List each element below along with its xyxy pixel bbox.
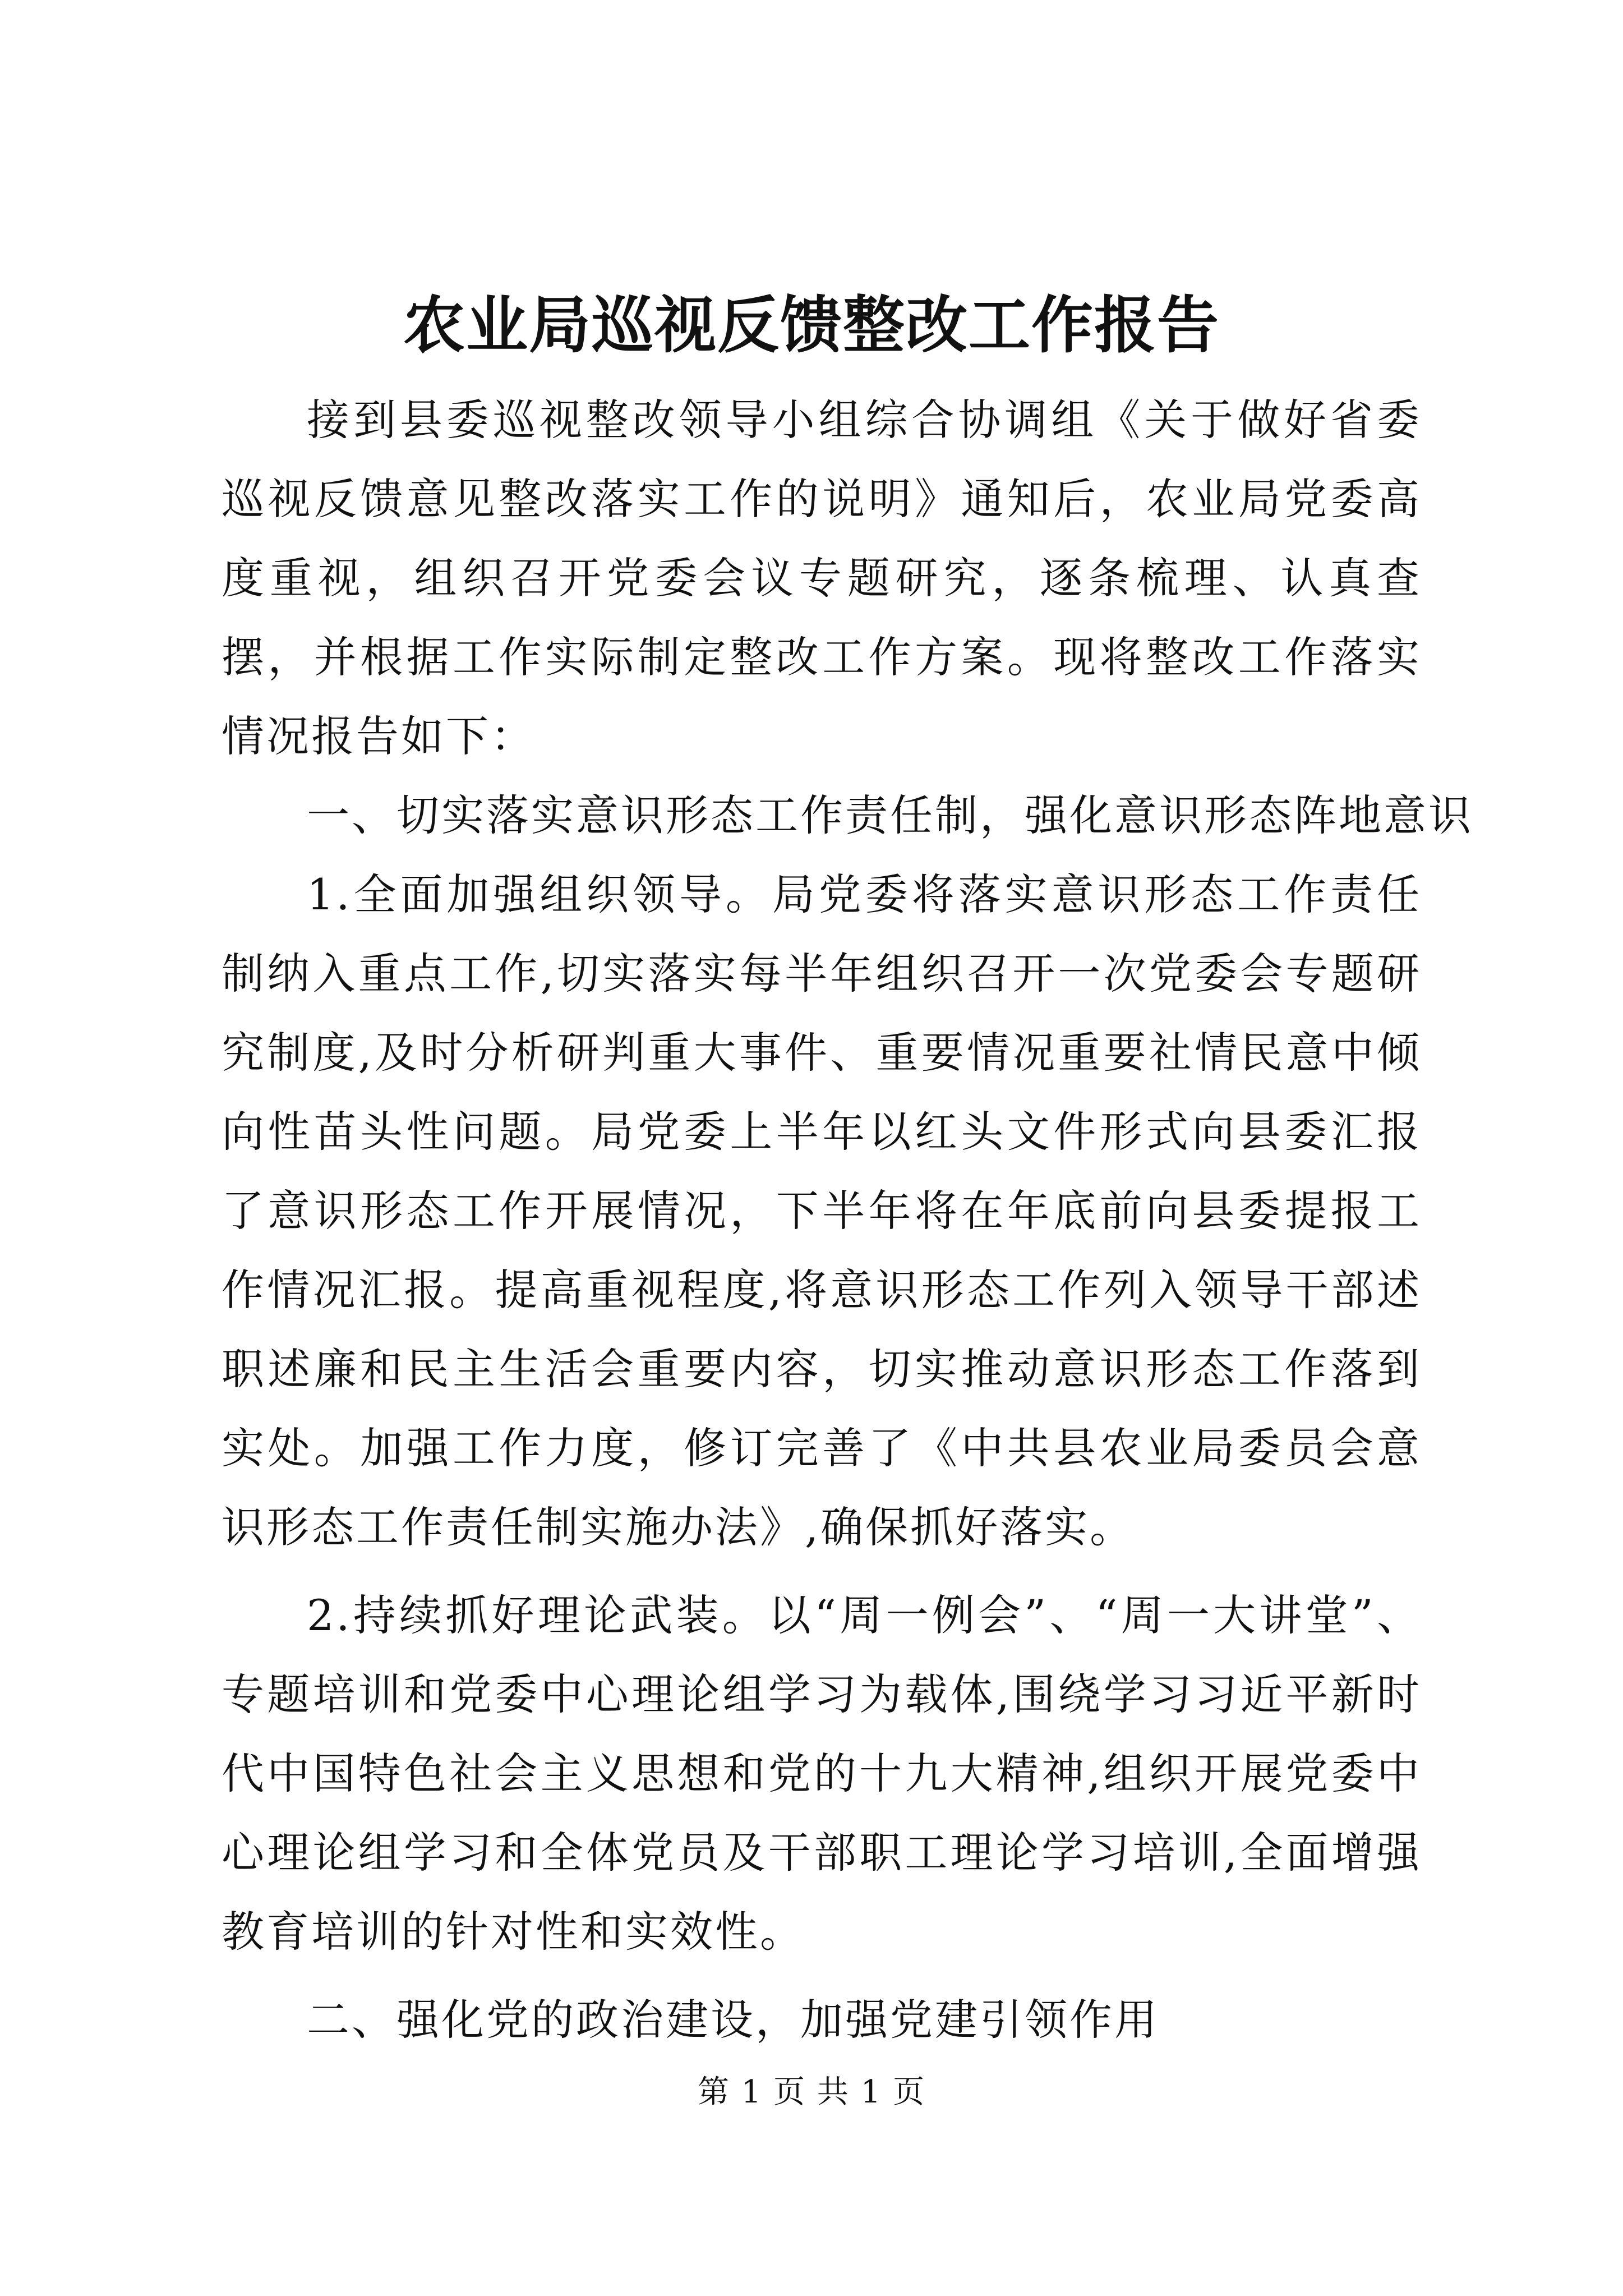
item-paragraph-1: 1.全面加强组织领导。局党委将落实意识形态工作责任制纳入重点工作,切实落实每半年组织召开一次党委会专题研究制度,及时分析研判重大事件、重要情况重要社情民意中倾向性苗头性问题。局党委上半年以红头文件形式向县委汇报了意识形态工作开展情况，下半年将在年底前向县委提报工作情况汇报。提高重视程度,将意识形态工作列入领导干部述职述廉和民主生活会重要内容，切实推动意识形态工作落到实处。加强工作力度，修订完善了《中共县农业局委员会意识形态工作责任制实施办法》,确保抓好落实。	[222, 869, 1422, 1552]
page-footer: 第 1 页 共 1 页	[697, 2074, 926, 2110]
section-heading-1: 一、切实落实意识形态工作责任制，强化意识形态阵地意识	[307, 790, 1473, 840]
section-heading-2: 二、强化党的政治建设，加强党建引领作用	[307, 1995, 1159, 2045]
document-body	[222, 380, 1473, 2059]
item-paragraph-2: 2.持续抓好理论武装。以“周一例会”、“周一大讲堂”、专题培训和党委中心理论组学习为载体,围绕学习习近平新时代中国特色社会主义思想和党的十九大精神,组织开展党委中心理论组学习和全体党员及干部职工理论学习培训,全面增强教育培训的针对性和实效性。	[222, 1590, 1422, 1957]
document-title: 农业局巡视反馈整改工作报告	[403, 289, 1220, 361]
intro-paragraph: 接到县委巡视整改领导小组综合协调组《关于做好省委巡视反馈意见整改落实工作的说明》通知后，农业局党委高度重视，组织召开党委会议专题研究，逐条梳理、认真查摆，并根据工作实际制定整改工作方案。现将整改工作落实情况报告如下：	[222, 395, 1422, 761]
